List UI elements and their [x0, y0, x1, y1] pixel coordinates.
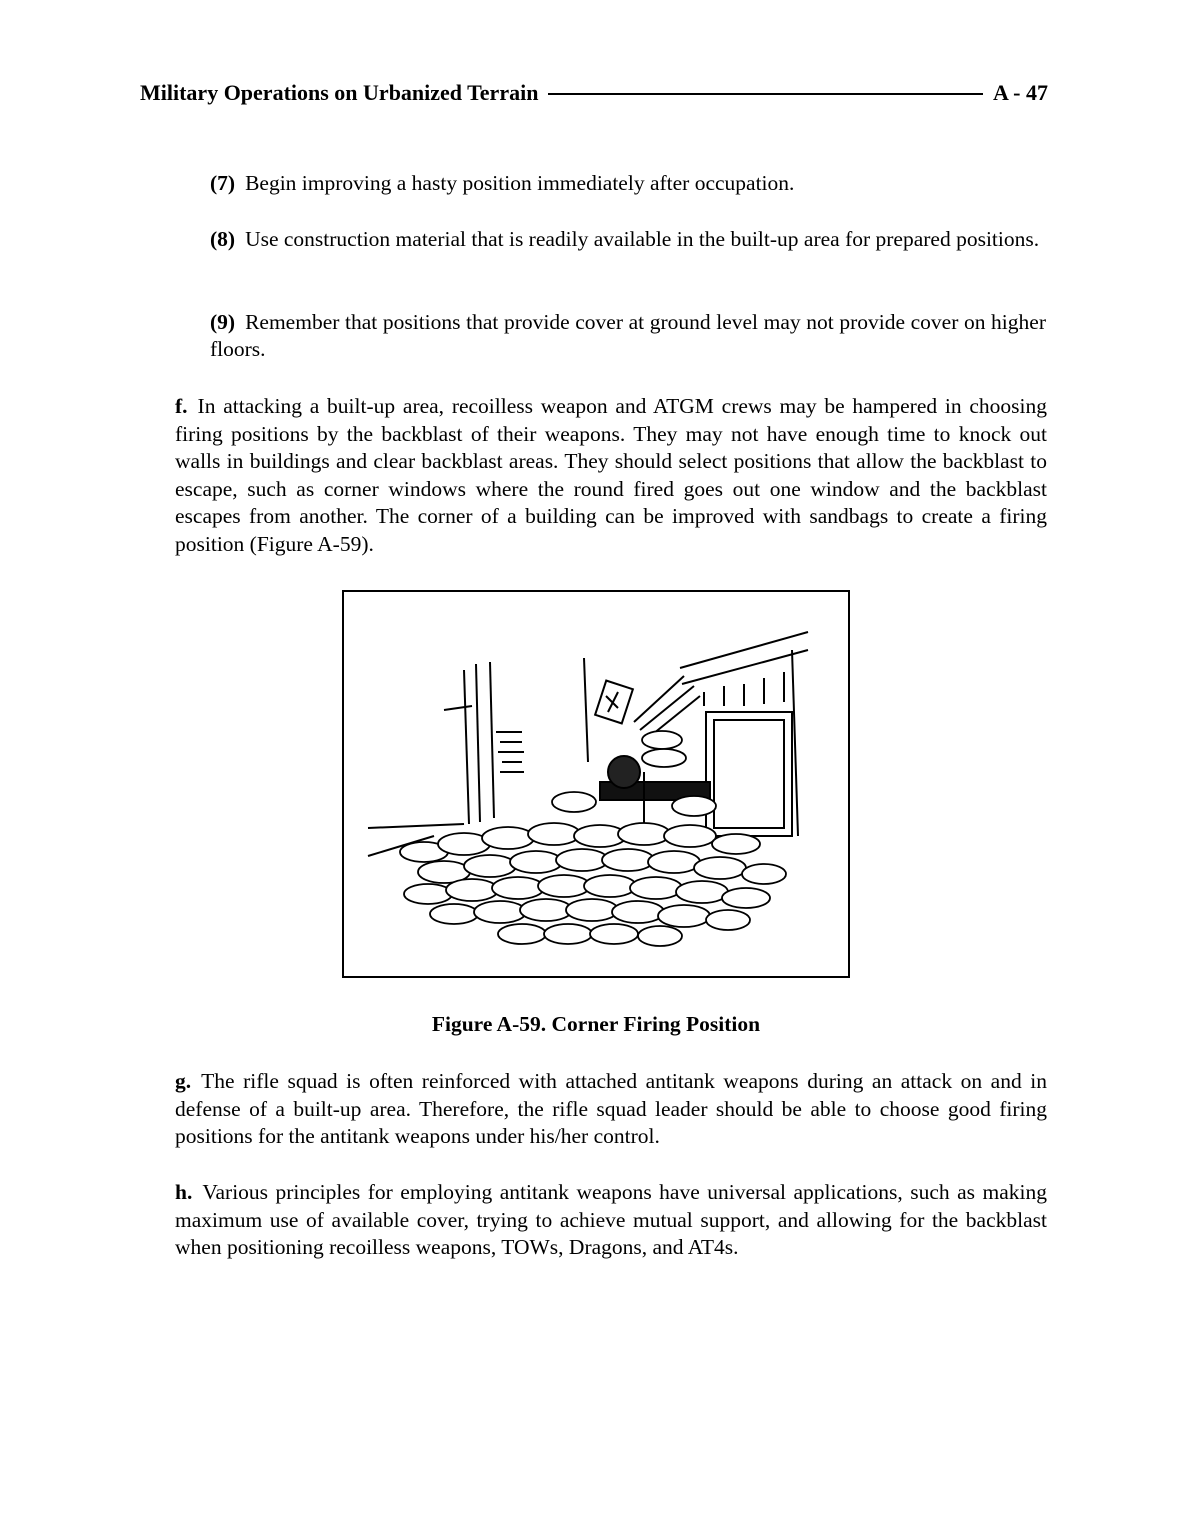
subitem-9 [210, 309, 1046, 363]
subitem-marker: (7) [210, 171, 236, 195]
paragraph-marker: h. [175, 1180, 193, 1204]
page-header [140, 78, 1048, 108]
paragraph-text: Various principles for employing antitank weapons have universal applications, such as making maximum use of available cover, trying to achieve mutual support, and allowing for the backblast when positioning recoilless weapons, TOWs, Dragons, and AT4s. [175, 1180, 1047, 1260]
page-number: A - 47 [993, 80, 1048, 105]
paragraph-text: The rifle squad is often reinforced with attached antitank weapons during an attack on and in defense of a built-up area. Therefore, the rifle squad leader should be able to choose good firing positions for the antitank weapons under his/her control. [175, 1069, 1047, 1149]
corner-firing-position-illustration [344, 592, 848, 976]
figure-frame [342, 590, 850, 978]
header-rule [548, 93, 983, 95]
paragraph-marker: g. [175, 1069, 192, 1093]
subitem-marker: (9) [210, 310, 236, 334]
subitem-text: Remember that positions that provide cover at ground level may not provide cover on higher floors. [210, 310, 1046, 361]
figure-caption: Figure A-59. Corner Firing Position [431, 1012, 761, 1036]
paragraph-f [175, 393, 1047, 559]
subitem-marker: (8) [210, 227, 236, 251]
document-title: Military Operations on Urbanized Terrain [140, 80, 539, 105]
paragraph-text: In attacking a built-up area, recoilless weapon and ATGM crews may be hampered in choosing firing positions by the backblast of their weapons. They may not have enough time to knock out walls in buildings and clear backblast areas. They should select positions that allow the backblast to escape, such as corner windows where the round fired goes out one window and the backblast escapes from another. The corner of a building can be improved with sandbags to create a firing position (Figure A-59). [175, 394, 1047, 556]
paragraph-g [175, 1068, 1047, 1151]
subitem-7 [210, 170, 1046, 197]
subitem-text: Use construction material that is readily available in the built-up area for prepared positions. [245, 227, 1040, 251]
subitem-text: Begin improving a hasty position immediately after occupation. [245, 171, 795, 195]
subitem-8 [210, 226, 1046, 253]
paragraph-marker: f. [175, 394, 188, 418]
paragraph-h [175, 1179, 1047, 1262]
